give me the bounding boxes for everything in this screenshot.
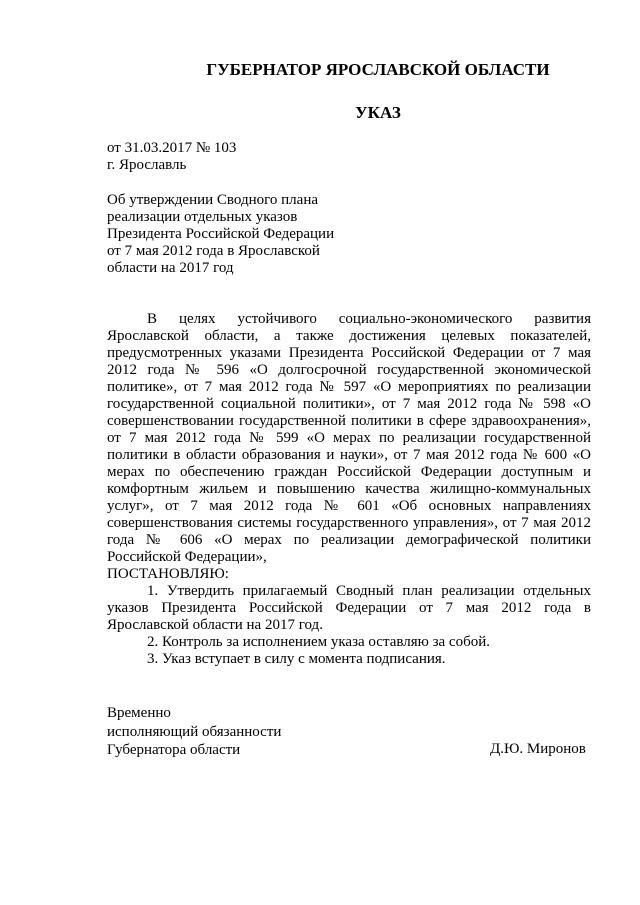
subject-line: области на 2017 год bbox=[107, 260, 234, 276]
document-subject bbox=[107, 192, 591, 277]
subject-line: Об утверждении Сводного плана bbox=[107, 192, 319, 208]
signatory-position-line: Временно bbox=[107, 705, 171, 721]
signatory-name: Д.Ю. Миронов bbox=[490, 741, 586, 757]
document-authority-title: ГУБЕРНАТОР ЯРОСЛАВСКОЙ ОБЛАСТИ bbox=[206, 60, 550, 79]
signatory-position bbox=[107, 704, 281, 760]
document-body bbox=[107, 311, 591, 668]
resolve-label: ПОСТАНОВЛЯЮ: bbox=[107, 566, 229, 582]
signatory-position-line: Губернатора области bbox=[107, 742, 241, 758]
signatory-position-line: исполняющий обязанности bbox=[107, 723, 282, 740]
preamble-paragraph: В целях устойчивого социально-экономического развития Ярославской области, а также достижения целевых показателей, предусмотренных указами Президента Российской Федерации от 7 мая 2012 года № 596 «О долгосрочной государственной экономической политике», от 7 мая 2012 года № 597 «О мероприятиях по реализации государственной социальной политики», от 7 мая 2012 года № 598 «О совершенствовании государственной политики в сфере здравоохранения», от 7 мая 2012 года № 599 «О мерах по реализации государственной политики в области образования и науки», от 7 мая 2012 года № 600 «О мерах по обеспечению граждан Российской Федерации доступным и комфортным жильем и повышению качества жилищно-коммунальных услуг», от 7 мая 2012 года № 601 «Об основных направлениях совершенствования системы государственного управления», от 7 мая 2012 года № 606 «О мерах по реализации демографической политики Российской Федерации», bbox=[107, 311, 591, 565]
decree-item: 3. Указ вступает в силу с момента подписания. bbox=[147, 651, 446, 667]
decree-item: 2. Контроль за исполнением указа оставляю за собой. bbox=[147, 634, 490, 650]
document-city: г. Ярославль bbox=[107, 157, 187, 173]
document-date-number: от 31.03.2017 № 103 bbox=[107, 140, 237, 156]
decree-item: 1. Утвердить прилагаемый Сводный план реализации отдельных указов Президента Российской Федерации от 7 мая 2012 года в Ярославской области на 2017 год. bbox=[107, 583, 591, 633]
subject-line: Президента Российской Федерации bbox=[107, 226, 335, 242]
document-type-title: УКАЗ bbox=[355, 103, 401, 122]
subject-line: от 7 мая 2012 года в Ярославской bbox=[107, 243, 320, 259]
subject-line: реализации отдельных указов bbox=[107, 209, 298, 225]
